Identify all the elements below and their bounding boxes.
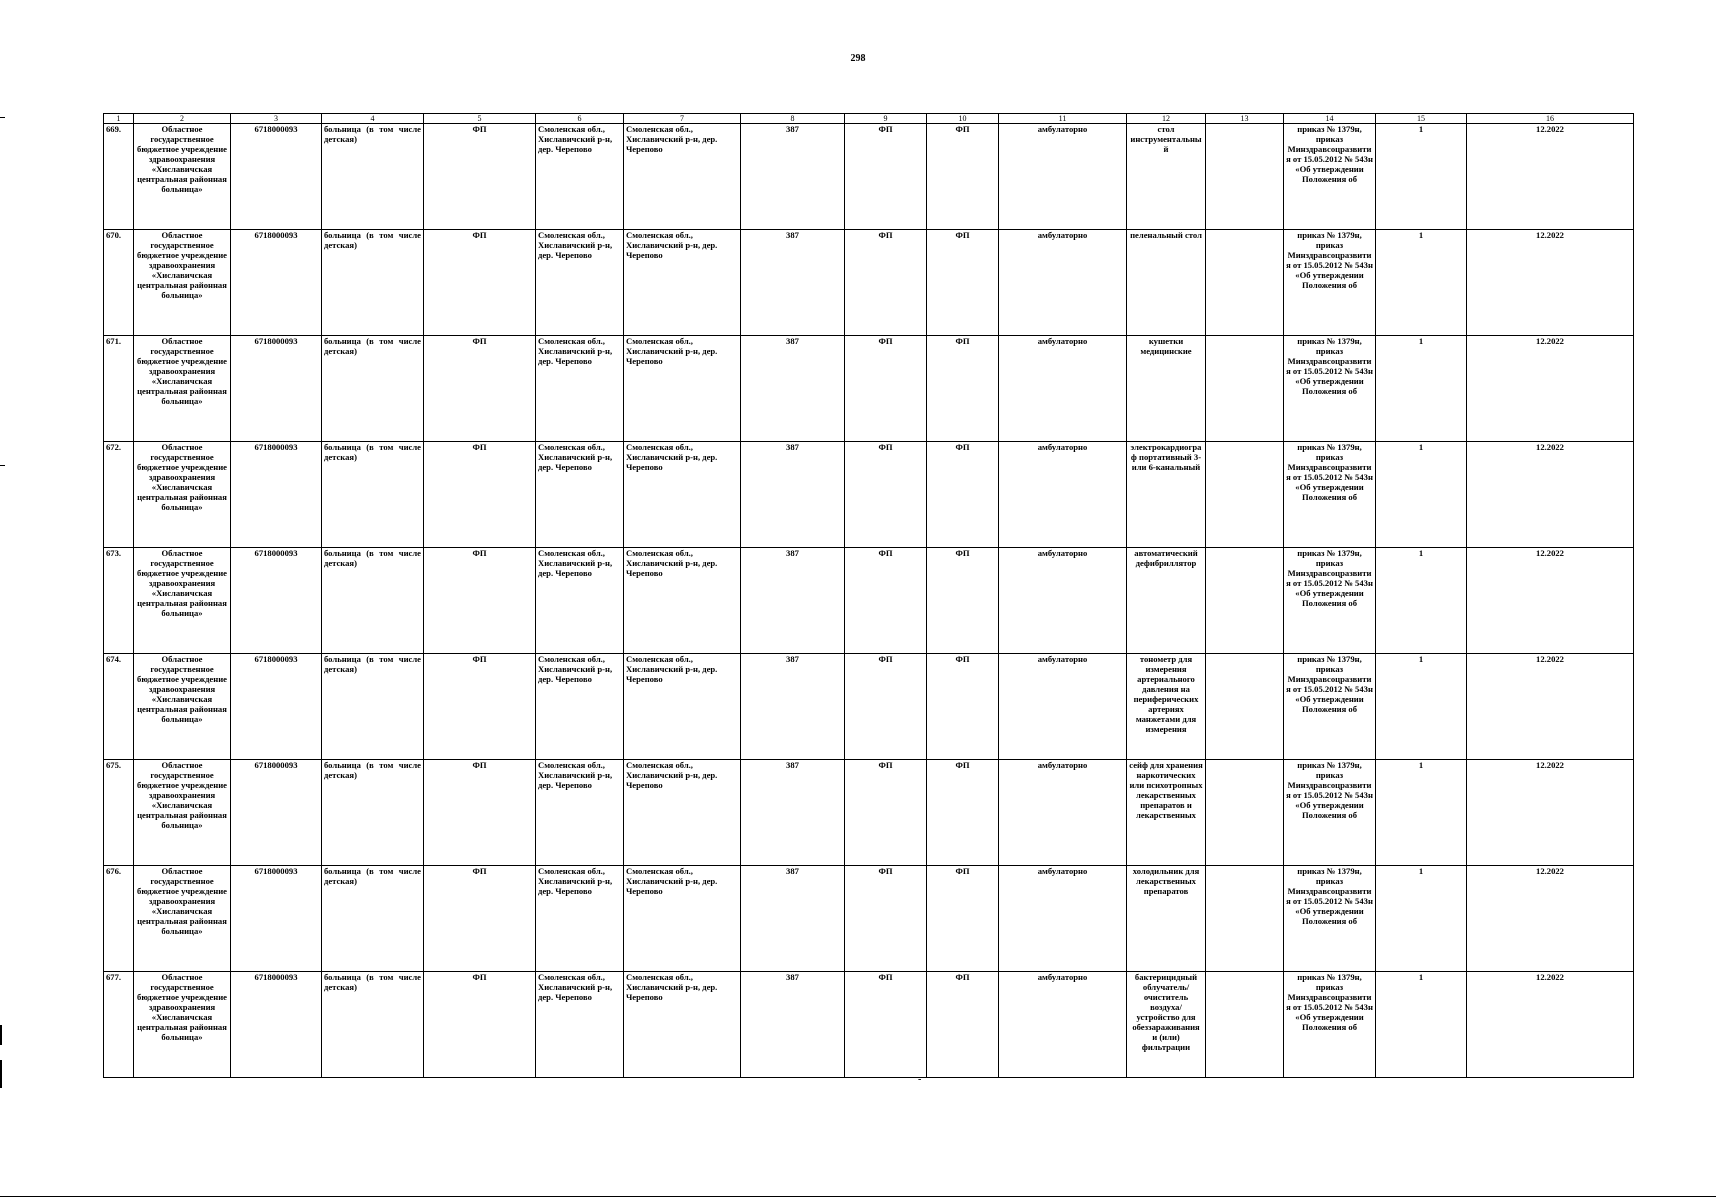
legal-address: Смоленская обл., Хиславичский р-н, дер. Черепово bbox=[536, 548, 624, 654]
inn-code: 6718000093 bbox=[231, 972, 322, 1078]
quantity: 1 bbox=[1376, 548, 1467, 654]
quantity: 1 bbox=[1376, 972, 1467, 1078]
row-number: 675. bbox=[104, 760, 134, 866]
unit-code-2: ФП bbox=[927, 230, 999, 336]
column-header: 13 bbox=[1206, 114, 1284, 124]
unit-code: ФП bbox=[845, 972, 927, 1078]
care-form: амбулаторно bbox=[999, 230, 1127, 336]
quantity: 1 bbox=[1376, 442, 1467, 548]
care-form: амбулаторно bbox=[999, 654, 1127, 760]
scan-edge-mark bbox=[0, 1025, 2, 1045]
unit-type: ФП bbox=[424, 124, 536, 230]
organization-name: Областное государственное бюджетное учреждение здравоохранения «Хиславичская центральная районная больница» bbox=[134, 866, 231, 972]
care-form: амбулаторно bbox=[999, 124, 1127, 230]
unit-code: ФП bbox=[845, 230, 927, 336]
due-date: 12.2022 bbox=[1467, 442, 1634, 548]
population-count: 387 bbox=[741, 442, 845, 548]
unit-type: ФП bbox=[424, 654, 536, 760]
unit-code: ФП bbox=[845, 760, 927, 866]
unit-type: ФП bbox=[424, 442, 536, 548]
table-row bbox=[104, 548, 1634, 654]
equipment-name: тонометр для измерения артериального давления на периферических артериях манжетами для измерения bbox=[1127, 654, 1206, 760]
due-date: 12.2022 bbox=[1467, 548, 1634, 654]
quantity: 1 bbox=[1376, 124, 1467, 230]
row-number: 672. bbox=[104, 442, 134, 548]
unit-type: ФП bbox=[424, 760, 536, 866]
inn-code: 6718000093 bbox=[231, 866, 322, 972]
actual-address: Смоленская обл., Хиславичский р-н, дер. Черепово bbox=[624, 760, 741, 866]
table-row bbox=[104, 760, 1634, 866]
organization-name: Областное государственное бюджетное учреждение здравоохранения «Хиславичская центральная районная больница» bbox=[134, 230, 231, 336]
facility-type: больница (в том числе детская) bbox=[322, 124, 424, 230]
unit-code-2: ФП bbox=[927, 336, 999, 442]
facility-type: больница (в том числе детская) bbox=[322, 654, 424, 760]
table-row bbox=[104, 442, 1634, 548]
row-number: 676. bbox=[104, 866, 134, 972]
facility-type: больница (в том числе детская) bbox=[322, 548, 424, 654]
equipment-table bbox=[103, 113, 1634, 1078]
page-number: 298 bbox=[850, 53, 866, 64]
row-number: 671. bbox=[104, 336, 134, 442]
organization-name: Областное государственное бюджетное учреждение здравоохранения «Хиславичская центральная районная больница» bbox=[134, 442, 231, 548]
row-number: 677. bbox=[104, 972, 134, 1078]
due-date: 12.2022 bbox=[1467, 866, 1634, 972]
regulation-reference: приказ № 1379н, приказ Минздравсоцразвития от 15.05.2012 № 543н «Об утверждении Положения об bbox=[1284, 548, 1376, 654]
inn-code: 6718000093 bbox=[231, 548, 322, 654]
column-number-row bbox=[104, 114, 1634, 124]
table-row bbox=[104, 866, 1634, 972]
unit-type: ФП bbox=[424, 336, 536, 442]
actual-address: Смоленская обл., Хиславичский р-н, дер. Черепово bbox=[624, 654, 741, 760]
unit-code-2: ФП bbox=[927, 760, 999, 866]
care-form: амбулаторно bbox=[999, 548, 1127, 654]
unit-type: ФП bbox=[424, 230, 536, 336]
legal-address: Смоленская обл., Хиславичский р-н, дер. Черепово bbox=[536, 124, 624, 230]
legal-address: Смоленская обл., Хиславичский р-н, дер. Черепово bbox=[536, 760, 624, 866]
empty-cell bbox=[1206, 760, 1284, 866]
population-count: 387 bbox=[741, 124, 845, 230]
scan-edge-mark bbox=[0, 1060, 2, 1088]
inn-code: 6718000093 bbox=[231, 760, 322, 866]
equipment-name: автоматический дефибриллятор bbox=[1127, 548, 1206, 654]
column-header: 6 bbox=[536, 114, 624, 124]
table-row bbox=[104, 972, 1634, 1078]
actual-address: Смоленская обл., Хиславичский р-н, дер. Черепово bbox=[624, 336, 741, 442]
quantity: 1 bbox=[1376, 336, 1467, 442]
empty-cell bbox=[1206, 972, 1284, 1078]
table-row bbox=[104, 230, 1634, 336]
unit-code: ФП bbox=[845, 654, 927, 760]
regulation-reference: приказ № 1379н, приказ Минздравсоцразвития от 15.05.2012 № 543н «Об утверждении Положения об bbox=[1284, 654, 1376, 760]
actual-address: Смоленская обл., Хиславичский р-н, дер. Черепово bbox=[624, 866, 741, 972]
table-row bbox=[104, 654, 1634, 760]
regulation-reference: приказ № 1379н, приказ Минздравсоцразвития от 15.05.2012 № 543н «Об утверждении Положения об bbox=[1284, 442, 1376, 548]
facility-type: больница (в том числе детская) bbox=[322, 230, 424, 336]
unit-code: ФП bbox=[845, 442, 927, 548]
legal-address: Смоленская обл., Хиславичский р-н, дер. Черепово bbox=[536, 972, 624, 1078]
due-date: 12.2022 bbox=[1467, 760, 1634, 866]
inn-code: 6718000093 bbox=[231, 442, 322, 548]
due-date: 12.2022 bbox=[1467, 654, 1634, 760]
facility-type: больница (в том числе детская) bbox=[322, 336, 424, 442]
unit-type: ФП bbox=[424, 548, 536, 654]
equipment-name: холодильник для лекарственных препаратов bbox=[1127, 866, 1206, 972]
row-number: 670. bbox=[104, 230, 134, 336]
column-header: 11 bbox=[999, 114, 1127, 124]
quantity: 1 bbox=[1376, 230, 1467, 336]
row-number: 674. bbox=[104, 654, 134, 760]
column-header: 15 bbox=[1376, 114, 1467, 124]
care-form: амбулаторно bbox=[999, 442, 1127, 548]
regulation-reference: приказ № 1379н, приказ Минздравсоцразвития от 15.05.2012 № 543н «Об утверждении Положения об bbox=[1284, 866, 1376, 972]
equipment-name: кушетки медицинские bbox=[1127, 336, 1206, 442]
scan-edge-mark bbox=[0, 117, 5, 118]
actual-address: Смоленская обл., Хиславичский р-н, дер. Черепово bbox=[624, 124, 741, 230]
regulation-reference: приказ № 1379н, приказ Минздравсоцразвития от 15.05.2012 № 543н «Об утверждении Положения об bbox=[1284, 760, 1376, 866]
population-count: 387 bbox=[741, 336, 845, 442]
population-count: 387 bbox=[741, 230, 845, 336]
equipment-name: пеленальный стол bbox=[1127, 230, 1206, 336]
due-date: 12.2022 bbox=[1467, 230, 1634, 336]
actual-address: Смоленская обл., Хиславичский р-н, дер. Черепово bbox=[624, 972, 741, 1078]
scan-bottom-line bbox=[0, 1196, 1716, 1197]
organization-name: Областное государственное бюджетное учреждение здравоохранения «Хиславичская центральная районная больница» bbox=[134, 654, 231, 760]
legal-address: Смоленская обл., Хиславичский р-н, дер. Черепово bbox=[536, 654, 624, 760]
population-count: 387 bbox=[741, 972, 845, 1078]
empty-cell bbox=[1206, 124, 1284, 230]
quantity: 1 bbox=[1376, 654, 1467, 760]
unit-type: ФП bbox=[424, 866, 536, 972]
facility-type: больница (в том числе детская) bbox=[322, 442, 424, 548]
inn-code: 6718000093 bbox=[231, 336, 322, 442]
actual-address: Смоленская обл., Хиславичский р-н, дер. Черепово bbox=[624, 442, 741, 548]
unit-code-2: ФП bbox=[927, 548, 999, 654]
column-header: 10 bbox=[927, 114, 999, 124]
unit-type: ФП bbox=[424, 972, 536, 1078]
empty-cell bbox=[1206, 336, 1284, 442]
column-header: 8 bbox=[741, 114, 845, 124]
care-form: амбулаторно bbox=[999, 972, 1127, 1078]
scan-edge-mark bbox=[0, 465, 5, 466]
unit-code: ФП bbox=[845, 336, 927, 442]
unit-code-2: ФП bbox=[927, 866, 999, 972]
legal-address: Смоленская обл., Хиславичский р-н, дер. Черепово bbox=[536, 442, 624, 548]
table-body bbox=[104, 124, 1634, 1078]
table-row bbox=[104, 336, 1634, 442]
inn-code: 6718000093 bbox=[231, 124, 322, 230]
column-header: 1 bbox=[104, 114, 134, 124]
empty-cell bbox=[1206, 548, 1284, 654]
column-header: 3 bbox=[231, 114, 322, 124]
population-count: 387 bbox=[741, 866, 845, 972]
population-count: 387 bbox=[741, 654, 845, 760]
care-form: амбулаторно bbox=[999, 760, 1127, 866]
column-header: 14 bbox=[1284, 114, 1376, 124]
empty-cell bbox=[1206, 230, 1284, 336]
row-number: 669. bbox=[104, 124, 134, 230]
facility-type: больница (в том числе детская) bbox=[322, 760, 424, 866]
population-count: 387 bbox=[741, 548, 845, 654]
column-header: 12 bbox=[1127, 114, 1206, 124]
regulation-reference: приказ № 1379н, приказ Минздравсоцразвития от 15.05.2012 № 543н «Об утверждении Положения об bbox=[1284, 230, 1376, 336]
unit-code: ФП bbox=[845, 866, 927, 972]
actual-address: Смоленская обл., Хиславичский р-н, дер. Черепово bbox=[624, 230, 741, 336]
equipment-name: бактерицидный облучатель/очиститель воздуха/устройство для обеззараживания и (или) фильтрации bbox=[1127, 972, 1206, 1078]
care-form: амбулаторно bbox=[999, 866, 1127, 972]
regulation-reference: приказ № 1379н, приказ Минздравсоцразвития от 15.05.2012 № 543н «Об утверждении Положения об bbox=[1284, 124, 1376, 230]
legal-address: Смоленская обл., Хиславичский р-н, дер. Черепово bbox=[536, 866, 624, 972]
organization-name: Областное государственное бюджетное учреждение здравоохранения «Хиславичская центральная районная больница» bbox=[134, 760, 231, 866]
column-header: 2 bbox=[134, 114, 231, 124]
inn-code: 6718000093 bbox=[231, 230, 322, 336]
population-count: 387 bbox=[741, 760, 845, 866]
unit-code: ФП bbox=[845, 124, 927, 230]
table-row bbox=[104, 124, 1634, 230]
unit-code-2: ФП bbox=[927, 654, 999, 760]
facility-type: больница (в том числе детская) bbox=[322, 866, 424, 972]
unit-code: ФП bbox=[845, 548, 927, 654]
row-number: 673. bbox=[104, 548, 134, 654]
column-header: 5 bbox=[424, 114, 536, 124]
equipment-name: электрокардиограф портативный 3- или 6-канальный bbox=[1127, 442, 1206, 548]
unit-code-2: ФП bbox=[927, 124, 999, 230]
column-header: 7 bbox=[624, 114, 741, 124]
organization-name: Областное государственное бюджетное учреждение здравоохранения «Хиславичская центральная районная больница» bbox=[134, 336, 231, 442]
due-date: 12.2022 bbox=[1467, 972, 1634, 1078]
care-form: амбулаторно bbox=[999, 336, 1127, 442]
legal-address: Смоленская обл., Хиславичский р-н, дер. Черепово bbox=[536, 336, 624, 442]
due-date: 12.2022 bbox=[1467, 124, 1634, 230]
column-header: 16 bbox=[1467, 114, 1634, 124]
regulation-reference: приказ № 1379н, приказ Минздравсоцразвития от 15.05.2012 № 543н «Об утверждении Положения об bbox=[1284, 336, 1376, 442]
empty-cell bbox=[1206, 654, 1284, 760]
equipment-name: стол инструментальный bbox=[1127, 124, 1206, 230]
column-header: 9 bbox=[845, 114, 927, 124]
legal-address: Смоленская обл., Хиславичский р-н, дер. Черепово bbox=[536, 230, 624, 336]
column-header: 4 bbox=[322, 114, 424, 124]
equipment-name: сейф для хранения наркотических или психотропных лекарственных препаратов и лекарственных bbox=[1127, 760, 1206, 866]
quantity: 1 bbox=[1376, 760, 1467, 866]
inn-code: 6718000093 bbox=[231, 654, 322, 760]
footer-mark: - bbox=[918, 1074, 922, 1085]
regulation-reference: приказ № 1379н, приказ Минздравсоцразвития от 15.05.2012 № 543н «Об утверждении Положения об bbox=[1284, 972, 1376, 1078]
organization-name: Областное государственное бюджетное учреждение здравоохранения «Хиславичская центральная районная больница» bbox=[134, 972, 231, 1078]
due-date: 12.2022 bbox=[1467, 336, 1634, 442]
facility-type: больница (в том числе детская) bbox=[322, 972, 424, 1078]
unit-code-2: ФП bbox=[927, 972, 999, 1078]
organization-name: Областное государственное бюджетное учреждение здравоохранения «Хиславичская центральная районная больница» bbox=[134, 124, 231, 230]
empty-cell bbox=[1206, 866, 1284, 972]
unit-code-2: ФП bbox=[927, 442, 999, 548]
actual-address: Смоленская обл., Хиславичский р-н, дер. Черепово bbox=[624, 548, 741, 654]
organization-name: Областное государственное бюджетное учреждение здравоохранения «Хиславичская центральная районная больница» bbox=[134, 548, 231, 654]
quantity: 1 bbox=[1376, 866, 1467, 972]
empty-cell bbox=[1206, 442, 1284, 548]
